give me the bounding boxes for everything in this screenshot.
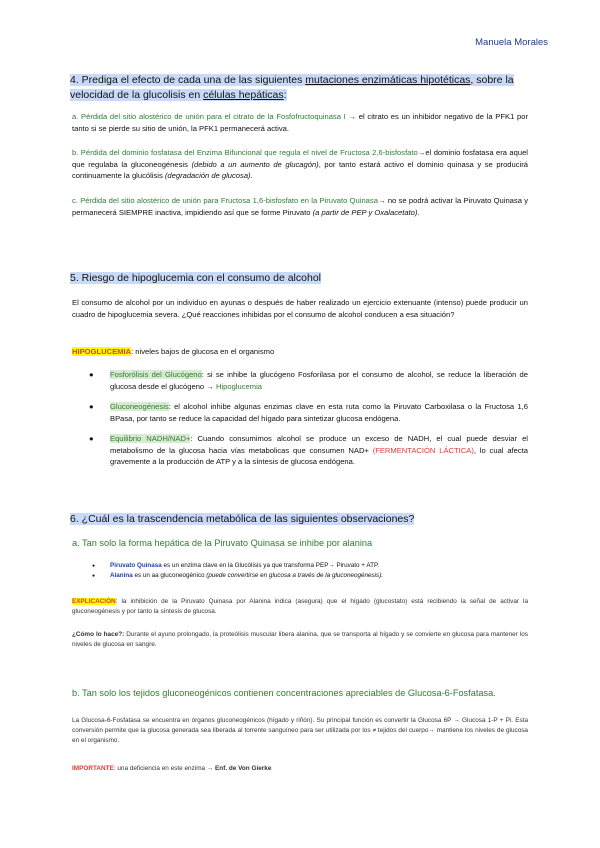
- bullet-icon: ●: [89, 402, 94, 411]
- list-item: ● Alanina es un aa gluconeogénico (puede convertirse en glucosa a través de la gluconeogénesis).: [92, 572, 384, 579]
- bullet-icon: ●: [92, 563, 96, 569]
- bullet-icon: ●: [89, 370, 94, 379]
- list-item: ● Equilibrio NADH/NAD+: Cuando consumimos alcohol se produce un exceso de NADH, el cual puede desviar el metabolismo de la glucosa hacia vías metabolicas que consumen NAD+ (FERMENTACIÓN LÁCTICA), lo cual afecta gravemente a la producción de ATP y a la síntesis de glucosa endógena.: [89, 434, 528, 466]
- question-6a-title: a. Tan solo la forma hepática de la Piruvato Quinasa se inhibe por alanina: [72, 538, 373, 548]
- question-6-title: 6. ¿Cuál es la trascendencia metabólica de las siguientes observaciones?: [70, 513, 415, 525]
- explicacion-paragraph: EXPLICACIÓN: la inhibición de la Piruvato Quinasa por Alanina indica (asegura) que el hígado (glucostato) está recibiendo la señal de activar la gluconeogénesis y por tanto la síntesis de glucosa.: [72, 598, 528, 615]
- bullet-icon: ●: [92, 573, 96, 579]
- list-item: ● Fosforólisis del Glucógeno: si se inhibe la glucógeno Fosforilasa por el consumo de alcohol, se reduce la liberación de glucosa desde el glucógeno → Hipoglucemia: [89, 370, 528, 391]
- author-name: Manuela Morales: [475, 37, 548, 48]
- list-item: ● Gluconeogénesis: el alcohol inhibe algunas enzimas clave en esta ruta como la Piruvato Carboxilasa o la Fructosa 1,6 BPasa, por tanto se reduce la capacidad del hígado para sintetizar glucosa endógena.: [89, 402, 528, 423]
- question-5-title: 5. Riesgo de hipoglucemia con el consumo de alcohol: [70, 272, 321, 284]
- question-6b-title: b. Tan solo los tejidos gluconeogénicos contienen concentraciones apreciables de Glucosa-6-Fosfatasa.: [72, 688, 496, 698]
- question-4b: b. Pérdida del dominio fosfatasa del Enzima Bifuncional que regula el nivel de Fructosa 2,6-bisfosfato→el dominio fosfatasa era aquel que regulaba la gluconeogénesis (debido a un aumento de glucagón), por tanto estará activo el dominio quinasa y se producirá continuamente la glucólisis (degradación de glucosa).: [72, 148, 528, 180]
- question-6b-text: La Glucosa-6-Fosfatasa se encuentra en órganos gluconeogénicos (hígado y riñón). Su principal función es convertir la Glucosa 6P → Glucosa 1-P + Pi. Esta conversión permite que la glucosa generada sea liberada al torrente sanguíneo para ser utilizada por los ≠ tejidos del cuerpo→ mantiene los niveles de glucosa en el organismo.: [72, 717, 528, 744]
- q6a-list: [72, 561, 528, 581]
- question-5-intro: El consumo de alcohol por un individuo en ayunas o después de haber realizado un ejercicio extenuante (intenso) puede producir un cuadro de hipoglucemia severa. ¿Qué reacciones inhibidas por el consumo de alcohol conducen a esa situación?: [72, 298, 528, 319]
- bullet-icon: ●: [89, 434, 94, 443]
- como-lo-hace-paragraph: ¿Cómo lo hace?: Durante el ayuno prolongado, la proteólisis muscular libera alanina, que se transporta al hígado y se convierte en glucosa para mantener los niveles de glucosa en sangre.: [72, 631, 528, 648]
- importante-paragraph: IMPORTANTE: una deficiencia en este enzima → Enf. de Von Gierke: [72, 765, 272, 772]
- question-4-title: 4. Prediga el efecto de cada una de las siguientes mutaciones enzimáticas hipotéticas, sobre la velocidad de la glucolisis en células hepáticas:: [70, 74, 514, 101]
- q5-bullet-list: [72, 369, 528, 468]
- list-item: ● Piruvato Quinasa es un enzima clave en la Glucólisis ya que transforma PEP→ Piruvato + ATP.: [92, 562, 380, 569]
- question-4a: a. Pérdida del sitio alostérico de unión para el citrato de la Fosfofructoquinasa I → el citrato es un inhibidor negativo de la PFK1 por tanto si se pierde su sitio de unión, la PFK1 permanecerá activa.: [72, 112, 528, 133]
- question-4c: c. Pérdida del sitio alostérico de unión para Fructosa 1,6-bisfosfato en la Piruvato Quinasa→ no se podrá activar la Piruvato Quinasa y permanecerá SIEMPRE inactiva, impidiendo así que se forme Piruvato (a partir de PEP y Oxalacetato).: [72, 196, 529, 217]
- hipoglucemia-definition: HIPOGLUCEMIA: niveles bajos de glucosa en el organismo: [72, 347, 275, 356]
